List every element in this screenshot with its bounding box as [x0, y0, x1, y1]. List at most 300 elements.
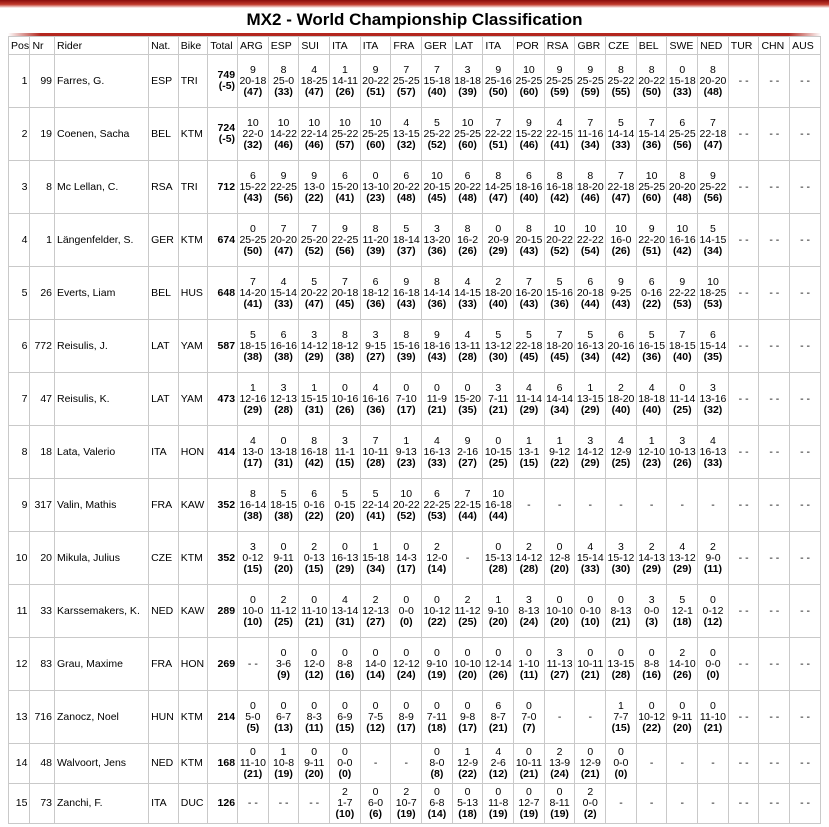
- position-cell: 11: [9, 585, 30, 638]
- heat-points: 0-0: [398, 604, 414, 617]
- round-result-cell: [330, 426, 361, 479]
- overall-points: 8: [249, 487, 256, 500]
- heat-points: 0-0: [613, 757, 629, 769]
- round-result-cell: - -: [790, 426, 821, 479]
- total-cell: [208, 214, 238, 267]
- total-points: 168: [217, 757, 236, 769]
- round-total: (19): [550, 808, 569, 820]
- round-result-cell: [391, 320, 422, 373]
- round-result-cell: [268, 55, 299, 108]
- heat-points: 25-25: [546, 74, 574, 87]
- heat-points: 10-16: [331, 392, 359, 405]
- heat-points: 2-6: [490, 757, 506, 769]
- nationality-cell: LAT: [149, 373, 179, 426]
- round-total: (12): [703, 615, 723, 628]
- round-total: (33): [274, 297, 293, 310]
- column-header: TUR: [728, 37, 759, 55]
- round-total: (22): [427, 615, 447, 628]
- heat-points: 0-10: [579, 604, 601, 617]
- overall-points: 7: [464, 487, 471, 500]
- round-total: (17): [243, 456, 263, 469]
- round-result-cell: [330, 691, 361, 744]
- round-result-cell: [238, 744, 269, 784]
- round-total: (33): [427, 456, 447, 469]
- table-row: [9, 784, 821, 824]
- number-cell: 83: [30, 638, 55, 691]
- overall-points: 0: [341, 540, 348, 553]
- round-total: (28): [519, 562, 539, 575]
- heat-points: 13-18: [270, 445, 297, 458]
- round-total: (23): [642, 456, 661, 469]
- overall-points: 0: [618, 646, 624, 659]
- heat-points: 18-12: [362, 286, 389, 299]
- round-result-cell: [299, 479, 330, 532]
- round-total: (48): [672, 191, 692, 204]
- round-result-cell: -: [360, 744, 391, 784]
- round-result-cell: [698, 585, 729, 638]
- overall-points: 2: [587, 786, 594, 798]
- position-cell: 8: [9, 426, 30, 479]
- heat-points: 12-9: [610, 445, 632, 458]
- overall-points: 10: [676, 222, 689, 235]
- round-result-cell: [667, 585, 698, 638]
- nationality-cell: CZE: [149, 532, 179, 585]
- round-total: (26): [672, 456, 692, 469]
- round-total: (53): [703, 297, 723, 310]
- heat-points: 14-10: [668, 657, 696, 670]
- rider-name-cell: Coenen, Sacha: [55, 108, 149, 161]
- overall-points: 0: [403, 699, 410, 712]
- round-result-cell: [238, 161, 269, 214]
- round-total: (55): [611, 85, 631, 98]
- overall-points: 0: [526, 699, 532, 712]
- round-total: (21): [703, 721, 723, 734]
- heat-points: 0-15: [334, 498, 356, 511]
- total-cell: [208, 532, 238, 585]
- overall-points: 5: [249, 328, 256, 341]
- round-result-cell: [299, 585, 330, 638]
- round-result-cell: - -: [790, 585, 821, 638]
- round-total: (48): [703, 85, 723, 98]
- round-total: (39): [396, 350, 416, 363]
- heat-points: 20-15: [515, 233, 543, 246]
- heat-points: 18-18: [638, 392, 666, 405]
- round-total: (54): [580, 244, 600, 257]
- round-total: (43): [427, 350, 447, 363]
- round-result-cell: [514, 55, 545, 108]
- heat-points: 16-14: [239, 498, 267, 511]
- heat-points: 15-12: [607, 551, 635, 564]
- nationality-cell: RSA: [149, 161, 179, 214]
- overall-points: 9: [464, 434, 471, 447]
- round-total: (25): [488, 456, 508, 469]
- overall-points: 0: [249, 222, 256, 235]
- round-result-cell: [268, 373, 299, 426]
- round-result-cell: [391, 214, 422, 267]
- table-row: [9, 267, 821, 320]
- round-total: (51): [642, 244, 661, 257]
- round-total: (7): [522, 721, 536, 734]
- overall-points: 3: [495, 381, 502, 394]
- round-total: (45): [550, 350, 569, 363]
- round-result-cell: [483, 267, 514, 320]
- heat-points: 15-14: [270, 286, 297, 299]
- round-total: (31): [304, 403, 324, 416]
- round-total: (57): [335, 138, 355, 151]
- heat-points: 11-12: [454, 604, 481, 617]
- overall-points: 8: [403, 328, 410, 341]
- column-header: ESP: [268, 37, 299, 55]
- total-points: 674: [217, 233, 236, 246]
- heat-points: 8-13: [610, 604, 632, 617]
- round-result-cell: [238, 55, 269, 108]
- round-total: (20): [550, 562, 569, 575]
- round-result-cell: - -: [759, 479, 790, 532]
- heat-points: 15-18: [668, 74, 696, 87]
- overall-points: 10: [553, 222, 566, 235]
- heat-points: 12-14: [484, 657, 512, 670]
- round-total: (0): [338, 768, 352, 780]
- heat-points: 20-20: [668, 180, 696, 193]
- heat-points: 12-9: [457, 757, 479, 769]
- round-result-cell: [575, 744, 606, 784]
- heat-points: 25-25: [362, 127, 389, 140]
- round-total: (36): [366, 297, 385, 310]
- round-result-cell: [483, 691, 514, 744]
- round-result-cell: -: [606, 479, 637, 532]
- overall-points: 8: [280, 63, 287, 76]
- overall-points: 8: [618, 63, 624, 76]
- number-cell: 8: [30, 161, 55, 214]
- overall-points: 9: [341, 222, 348, 235]
- round-result-cell: [330, 108, 361, 161]
- round-total: (28): [611, 668, 631, 681]
- overall-points: 9: [280, 169, 287, 182]
- overall-points: 1: [495, 593, 502, 606]
- overall-points: 7: [311, 222, 318, 235]
- column-header: SUI: [299, 37, 330, 55]
- total-points: 414: [217, 445, 236, 458]
- round-result-cell: [330, 744, 361, 784]
- round-result-cell: [514, 426, 545, 479]
- heat-points: 13-20: [423, 233, 451, 246]
- overall-points: 0: [526, 786, 532, 798]
- heat-points: 22-18: [607, 180, 635, 193]
- round-total: (23): [396, 456, 416, 469]
- round-result-cell: [514, 214, 545, 267]
- heat-points: 20-22: [392, 180, 420, 193]
- round-result-cell: - -: [728, 320, 759, 373]
- round-result-cell: - -: [268, 784, 299, 824]
- overall-points: 10: [523, 63, 535, 76]
- round-result-cell: [636, 585, 667, 638]
- round-total: (30): [488, 350, 508, 363]
- heat-points: 18-12: [331, 339, 359, 352]
- round-result-cell: [606, 161, 637, 214]
- column-header: FRA: [391, 37, 422, 55]
- round-result-cell: - -: [728, 267, 759, 320]
- heat-points: 25-25: [392, 74, 420, 87]
- round-result-cell: - -: [790, 638, 821, 691]
- total-cell: [208, 320, 238, 373]
- round-result-cell: -: [636, 784, 667, 824]
- round-total: (60): [458, 138, 477, 151]
- heat-points: 10-7: [395, 797, 417, 809]
- round-result-cell: [422, 532, 453, 585]
- round-result-cell: -: [636, 479, 667, 532]
- nationality-cell: FRA: [149, 638, 179, 691]
- total-points: 648: [217, 286, 236, 299]
- heat-points: 13-16: [699, 392, 727, 405]
- overall-points: 10: [339, 116, 351, 129]
- round-total: (27): [458, 456, 477, 469]
- round-total: (26): [488, 668, 508, 681]
- overall-points: 6: [433, 487, 440, 500]
- round-result-cell: [483, 426, 514, 479]
- number-cell: 47: [30, 373, 55, 426]
- round-result-cell: [452, 426, 483, 479]
- round-result-cell: [238, 691, 269, 744]
- overall-points: 8: [495, 169, 502, 182]
- round-total: (59): [550, 85, 569, 98]
- column-header: GER: [422, 37, 453, 55]
- heat-points: 15-16: [546, 286, 574, 299]
- overall-points: 0: [464, 786, 471, 798]
- round-total: (38): [274, 350, 293, 363]
- round-total: (12): [366, 721, 385, 734]
- heat-points: 25-25: [515, 74, 543, 87]
- round-result-cell: [360, 320, 391, 373]
- heat-points: 10-12: [423, 604, 451, 617]
- overall-points: 2: [556, 746, 563, 758]
- heat-points: 6-9: [337, 710, 353, 723]
- round-total: (47): [703, 138, 723, 151]
- round-result-cell: [544, 214, 575, 267]
- round-total: (28): [458, 350, 477, 363]
- overall-points: 7: [618, 169, 624, 182]
- round-total: (28): [488, 562, 508, 575]
- round-result-cell: [667, 532, 698, 585]
- round-result-cell: [667, 691, 698, 744]
- overall-points: 0: [587, 593, 594, 606]
- round-result-cell: [238, 532, 269, 585]
- column-header: ITA: [330, 37, 361, 55]
- rider-name-cell: Farres, G.: [55, 55, 149, 108]
- heat-points: 16-18: [546, 180, 574, 193]
- round-total: (8): [430, 768, 444, 780]
- round-total: (33): [703, 456, 723, 469]
- heat-points: 14-12: [576, 445, 604, 458]
- round-total: (15): [519, 456, 539, 469]
- round-result-cell: [606, 108, 637, 161]
- overall-points: 0: [464, 646, 471, 659]
- round-result-cell: [483, 373, 514, 426]
- heat-points: 14-12: [300, 339, 328, 352]
- round-total: (60): [642, 191, 661, 204]
- heat-points: 25-0: [273, 74, 295, 87]
- round-result-cell: [422, 744, 453, 784]
- round-result-cell: [299, 373, 330, 426]
- overall-points: 2: [341, 786, 348, 798]
- overall-points: 0: [403, 646, 410, 659]
- heat-points: 12-8: [549, 551, 571, 564]
- round-result-cell: [452, 267, 483, 320]
- number-cell: 48: [30, 744, 55, 784]
- round-result-cell: [330, 214, 361, 267]
- overall-points: 0: [556, 786, 563, 798]
- heat-points: 20-9: [487, 233, 509, 246]
- heat-points: 5-13: [457, 797, 479, 809]
- round-result-cell: - -: [790, 55, 821, 108]
- round-result-cell: [606, 214, 637, 267]
- round-result-cell: - -: [728, 55, 759, 108]
- table-row: [9, 426, 821, 479]
- round-result-cell: -: [698, 784, 729, 824]
- round-result-cell: [330, 479, 361, 532]
- overall-points: 6: [710, 328, 716, 341]
- overall-points: 7: [679, 328, 686, 341]
- heat-points: 18-15: [239, 339, 267, 352]
- heat-points: 22-18: [699, 127, 727, 140]
- round-result-cell: [483, 784, 514, 824]
- total-cell: [208, 426, 238, 479]
- overall-points: 10: [431, 169, 443, 182]
- total-cell: [208, 691, 238, 744]
- round-total: (12): [304, 668, 324, 681]
- round-result-cell: [606, 426, 637, 479]
- round-result-cell: - -: [790, 532, 821, 585]
- round-total: (40): [611, 403, 631, 416]
- round-result-cell: [452, 373, 483, 426]
- heat-points: 9-0: [705, 551, 721, 564]
- round-result-cell: [575, 214, 606, 267]
- nationality-cell: BEL: [149, 108, 179, 161]
- position-cell: 2: [9, 108, 30, 161]
- total-points: 352: [217, 551, 236, 564]
- rider-name-cell: Karssemakers, K.: [55, 585, 149, 638]
- round-result-cell: [636, 55, 667, 108]
- round-total: (48): [396, 191, 416, 204]
- overall-points: 0: [403, 593, 410, 606]
- round-result-cell: [360, 426, 391, 479]
- heat-points: 8-8: [337, 657, 353, 670]
- round-result-cell: - -: [759, 320, 790, 373]
- round-total: (29): [580, 403, 600, 416]
- overall-points: 7: [526, 275, 532, 288]
- total-points: 587: [217, 339, 236, 352]
- heat-points: 18-15: [270, 498, 297, 511]
- overall-points: 3: [710, 381, 716, 394]
- nationality-cell: ESP: [149, 55, 179, 108]
- position-cell: 12: [9, 638, 30, 691]
- round-result-cell: [698, 691, 729, 744]
- round-result-cell: - -: [790, 108, 821, 161]
- round-total: (25): [611, 456, 631, 469]
- round-total: (27): [550, 668, 569, 681]
- round-total: (29): [642, 562, 661, 575]
- round-total: (43): [519, 244, 539, 257]
- overall-points: 5: [710, 222, 716, 235]
- round-total: (44): [580, 297, 600, 310]
- heat-points: 15-15: [300, 392, 328, 405]
- total-cell: [208, 267, 238, 320]
- heat-points: 7-11: [426, 710, 448, 723]
- overall-points: 0: [495, 540, 502, 553]
- round-result-cell: - -: [238, 784, 269, 824]
- heat-points: 18-16: [423, 339, 451, 352]
- total-points: 712: [217, 180, 236, 193]
- round-total: (47): [243, 85, 263, 98]
- round-total: (12): [488, 768, 508, 780]
- heat-points: 0-13: [303, 551, 325, 564]
- classification-table: [8, 36, 821, 824]
- heat-points: 18-14: [392, 233, 420, 246]
- column-header: Nat.: [149, 37, 179, 55]
- overall-points: 10: [645, 169, 658, 182]
- heat-points: 0-12: [242, 551, 264, 564]
- heat-points: 16-16: [668, 233, 696, 246]
- overall-points: 7: [249, 275, 256, 288]
- total-points: 269: [217, 657, 236, 670]
- round-result-cell: [544, 585, 575, 638]
- round-total: (19): [396, 808, 416, 820]
- round-total: (45): [519, 350, 539, 363]
- round-result-cell: [452, 161, 483, 214]
- round-total: (0): [399, 615, 413, 628]
- round-result-cell: [360, 585, 391, 638]
- overall-points: 6: [403, 169, 410, 182]
- round-result-cell: [452, 784, 483, 824]
- round-result-cell: [544, 784, 575, 824]
- round-result-cell: - -: [728, 638, 759, 691]
- heat-points: 18-20: [546, 339, 574, 352]
- round-result-cell: - -: [238, 638, 269, 691]
- position-cell: 13: [9, 691, 30, 744]
- round-total: (38): [274, 509, 293, 522]
- number-cell: 26: [30, 267, 55, 320]
- round-total: (45): [427, 191, 447, 204]
- column-header: CZE: [606, 37, 637, 55]
- round-total: (42): [611, 350, 631, 363]
- overall-points: 8: [587, 169, 594, 182]
- heat-points: 11-10: [699, 710, 726, 723]
- round-total: (36): [550, 297, 569, 310]
- heat-points: 18-25: [300, 74, 328, 87]
- heat-points: 25-22: [607, 74, 635, 87]
- heat-points: 12-9: [579, 757, 601, 769]
- round-total: (21): [580, 768, 600, 780]
- heat-points: 25-22: [331, 127, 359, 140]
- round-result-cell: [544, 532, 575, 585]
- round-total: (60): [366, 138, 385, 151]
- column-header: Total: [208, 37, 238, 55]
- overall-points: 6: [587, 275, 594, 288]
- overall-points: 3: [372, 328, 379, 341]
- heat-points: 20-18: [239, 74, 267, 87]
- round-total: (18): [672, 615, 692, 628]
- heat-points: 9-10: [487, 604, 509, 617]
- heat-points: 13-15: [392, 127, 420, 140]
- round-result-cell: - -: [790, 744, 821, 784]
- heat-points: 18-25: [699, 286, 727, 299]
- round-total: (22): [642, 297, 661, 310]
- heat-points: 8-8: [644, 657, 660, 670]
- heat-points: 10-11: [577, 657, 604, 670]
- round-result-cell: [330, 532, 361, 585]
- round-result-cell: [422, 267, 453, 320]
- heat-points: 12-13: [270, 392, 297, 405]
- total-cell: [208, 638, 238, 691]
